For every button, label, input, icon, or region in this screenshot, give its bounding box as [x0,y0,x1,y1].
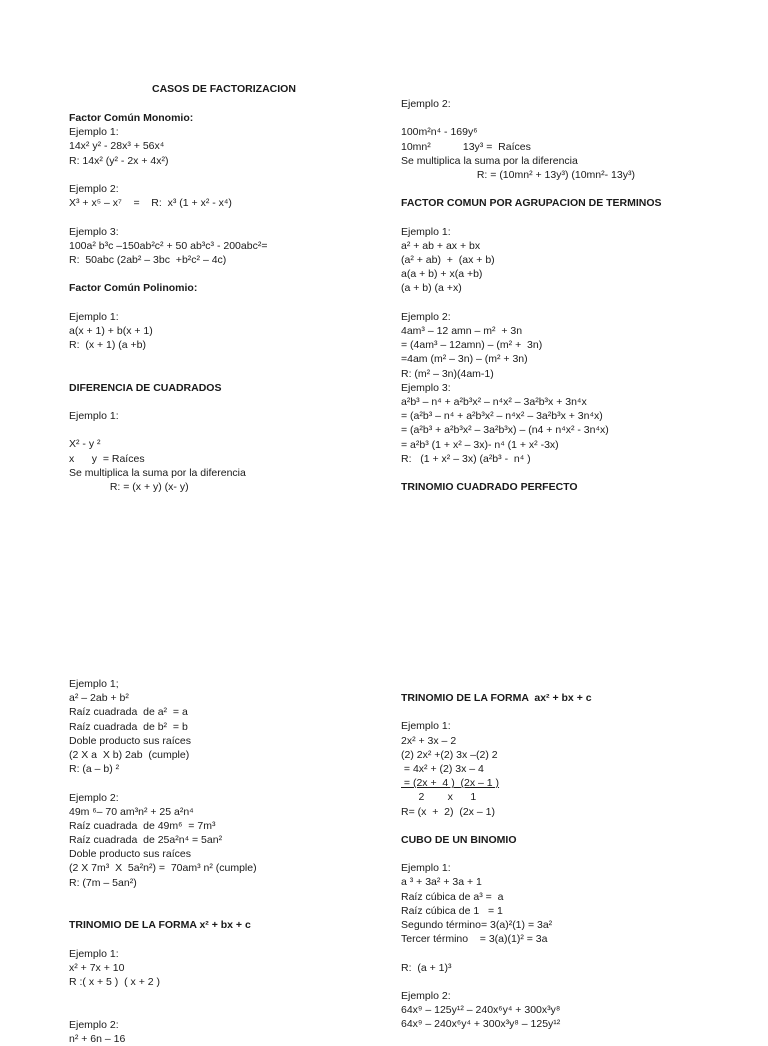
text-line: (2 X 7m³ X 5a²n²) = 70am³ n² (cumple) [69,862,257,875]
text-line [401,819,761,833]
text-line: Segundo término= 3(a)²(1) = 3a² [401,919,553,931]
text-line: Ejemplo 1: [69,409,119,422]
text-line: Ejemplo 1: [401,720,451,733]
text-line: R: 14x² (y² - 2x + 4x²) [69,154,169,167]
text-line: Doble producto sus raíces [69,734,191,747]
text-line: Ejemplo 3: [401,381,451,394]
text-line: a² + ab + ax + bx [401,239,481,252]
section-heading: TRINOMIO DE LA FORMA ax² + bx + c [401,692,592,704]
text-line: R: = (x + y) (x- y) [69,480,189,493]
text-line: 4am³ – 12 amn – m² + 3n [401,325,523,337]
text-line: Ejemplo 1: [69,947,119,960]
text-line: X² - y ² [69,438,101,451]
text-line: a²b³ – n⁴ + a²b³x² – n⁴x² – 3a²b³x + 3n⁴x [401,395,587,408]
text-line: n² + 6n – 16 [69,1032,126,1045]
text-line [401,946,761,960]
text-line: Ejemplo 2: [69,182,119,195]
text-line [401,705,761,719]
text-line: (a² + ab) + (ax + b) [401,254,495,267]
text-line: R: (1 + x² – 3x) (a²b³ - n⁴ ) [401,452,531,465]
text-line: =4am (m² – 3n) – (m² + 3n) [401,353,528,366]
text-line: R= (x + 2) (2x – 1) [401,805,495,818]
text-line: 14x² y² - 28x³ + 56x⁴ [69,140,165,153]
text-line [69,267,389,281]
section-heading: Factor Común Monomio: [69,112,194,124]
text-line [69,210,389,224]
text-line: Tercer término = 3(a)(1)² = 3a [401,933,548,946]
text-line [401,182,761,196]
text-line: = 4x² + (2) 3x – 4 [401,762,484,775]
right-column-bottom [401,691,761,1032]
section-heading: CUBO DE UN BINOMIO [401,833,517,846]
text-line: X³ + x⁵ – x⁷ = R: x³ (1 + x² - x⁴) [69,197,232,210]
text-line [69,1003,389,1017]
text-line: 100m²n⁴ - 169y⁶ [401,126,478,139]
text-line: 100a² b³c –150ab²c² + 50 ab³c³ - 200abc²= [69,239,268,252]
text-line: 64x⁹ – 240x⁶y⁴ + 300x³y⁸ – 125y¹² [401,1018,561,1031]
text-line [401,211,761,225]
text-line: a ³ + 3a² + 3a + 1 [401,876,482,889]
text-line: = (a²b³ – n⁴ + a²b³x² – n⁴x² – 3a²b³x + 3n⁴x) [401,410,603,423]
section-heading: TRINOMIO CUADRADO PERFECTO [401,481,578,494]
text-line [69,352,389,366]
text-line [401,296,761,310]
text-line: = (4am³ – 12amn) – (m² + 3n) [401,339,543,352]
text-line: Se multiplica la suma por la diferencia [401,154,578,167]
text-line: R: (a – b) ² [69,763,120,776]
text-line [69,989,389,1003]
text-line: x y = Raíces [69,452,145,465]
text-line [401,111,761,125]
text-line: R: 50abc (2ab² – 3bc +b²c² – 4c) [69,253,227,266]
text-line: = (a²b³ + a²b³x² – 3a²b³x) – (n4 + n⁴x² - 3n⁴x) [401,424,609,437]
text-line: 64x⁹ – 125y¹² – 240x⁶y⁴ + 300x³y⁸ [401,1004,561,1017]
text-line: Raíz cuadrada de b² = b [69,720,188,733]
text-line [69,395,389,409]
text-line: x² + 7x + 10 [69,961,125,974]
text-line: R: (a + 1)³ [401,961,452,974]
text-line: 49m ⁶– 70 am³n² + 25 a²n⁴ [69,805,194,818]
text-line: Ejemplo 2: [401,989,451,1002]
text-line: 2x² + 3x – 2 [401,734,457,747]
text-line: (2) 2x² +(2) 3x –(2) 2 [401,748,498,761]
text-line [69,423,389,437]
text-line: (a + b) (a +x) [401,282,462,295]
text-line [401,847,761,861]
text-line: Doble producto sus raíces [69,848,191,861]
text-line: R: = (10mn² + 13y³) (10mn²- 13y³) [401,168,635,181]
text-line: Raíz cuadrada de 49m⁶ = 7m³ [69,819,216,832]
text-line [69,366,389,380]
text-line: = a²b³ (1 + x² – 3x)- n⁴ (1 + x² -3x) [401,438,559,451]
text-line [69,776,389,790]
text-line: (2 X a X b) 2ab (cumple) [69,748,190,761]
text-line: a² – 2ab + b² [69,692,129,705]
text-line [69,295,389,309]
text-line: Ejemplo 1: [401,862,451,875]
document-title: CASOS DE FACTORIZACION [152,83,296,95]
text-line: R: (m² – 3n)(4am-1) [401,367,494,380]
left-column-bottom [69,677,389,1046]
text-line: 2 x 1 [401,791,477,804]
text-line: a(x + 1) + b(x + 1) [69,324,153,337]
text-line: Ejemplo 1; [69,678,119,690]
text-line: R: (x + 1) (a +b) [69,339,147,351]
section-heading: FACTOR COMUN POR AGRUPACION DE TERMINOS [401,197,662,210]
text-line: Raíz cuadrada de 25a²n⁴ = 5an² [69,834,223,847]
text-line: Ejemplo 3: [69,225,119,238]
text-line: Ejemplo 1: [69,126,119,139]
text-line: R: (7m – 5an²) [69,876,137,889]
left-column-top [69,111,389,494]
text-line [69,904,389,918]
text-line: = (2x + 4 ) (2x – 1 ) [401,777,500,790]
text-line: Ejemplo 2: [401,98,451,110]
text-line: Raíz cuadrada de a² = a [69,706,188,719]
section-heading: TRINOMIO DE LA FORMA x² + bx + c [69,919,251,932]
text-line [69,890,389,904]
right-column-top [401,97,761,494]
text-line [401,466,761,480]
section-heading: DIFERENCIA DE CUADRADOS [69,381,222,394]
text-line: 10mn² 13y³ = Raíces [401,140,531,153]
text-line [401,975,761,989]
text-line: Se multiplica la suma por la diferencia [69,466,246,479]
text-line [69,932,389,946]
text-line: Ejemplo 2: [69,791,119,804]
text-line: Ejemplo 2: [401,310,451,323]
text-line: Ejemplo 1: [401,225,451,238]
text-line: Raíz cúbica de 1 = 1 [401,904,503,917]
text-line: Ejemplo 1: [69,310,119,323]
text-line: Raíz cúbica de a³ = a [401,890,504,903]
section-heading: Factor Común Polinomio: [69,282,198,295]
text-line [69,168,389,182]
text-line: a(a + b) + x(a +b) [401,268,483,281]
text-line: Ejemplo 2: [69,1018,119,1031]
text-line: R :( x + 5 ) ( x + 2 ) [69,975,161,988]
